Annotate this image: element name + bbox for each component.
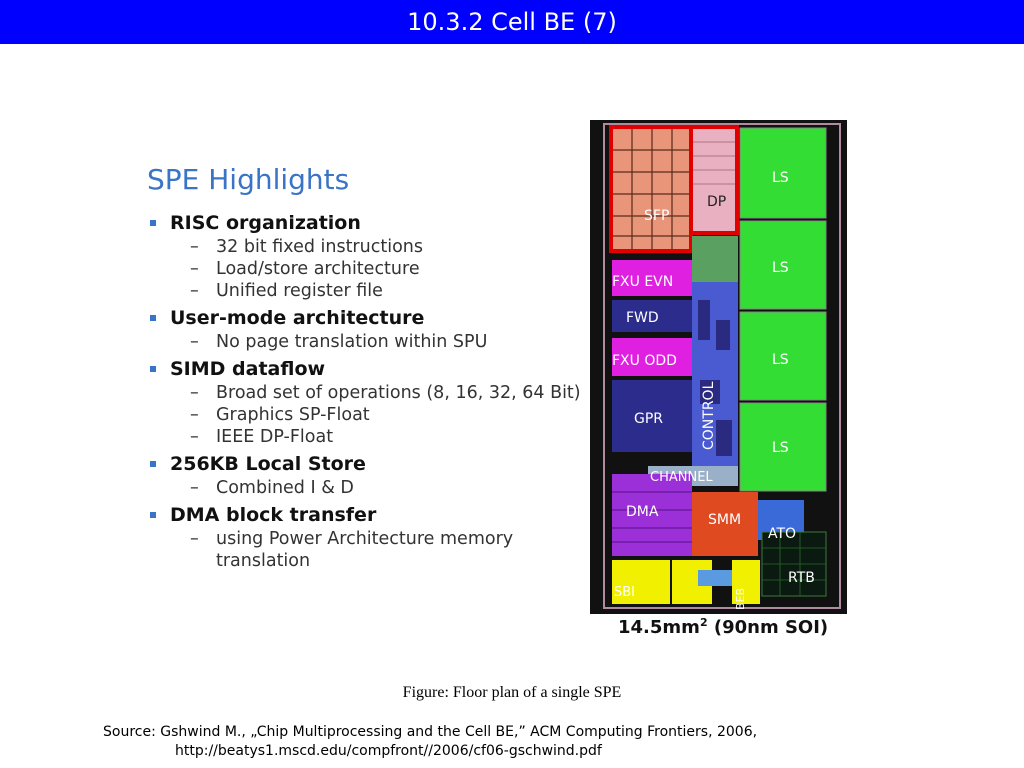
fxu-odd-label: FXU ODD <box>612 353 677 369</box>
ls-label-3: LS <box>772 352 789 368</box>
die-area-caption: $14.5mm^2$ (90nm SOI) <box>618 616 829 638</box>
bullet-square-icon <box>150 220 156 226</box>
fxu-evn-label: FXU EVN <box>612 274 674 290</box>
bullet-user-mode-architecture: User-mode architecture <box>148 305 588 331</box>
smm-label: SMM <box>708 512 742 528</box>
beb-block <box>698 570 732 586</box>
ls-label-2: LS <box>772 260 789 276</box>
sub-bullet: – using Power Architecture memory <box>190 529 514 549</box>
rtb-label: RTB <box>788 570 815 586</box>
gpr-label: GPR <box>634 411 664 427</box>
fwd-label: FWD <box>626 310 659 326</box>
spe-floorplan-figure <box>590 120 847 614</box>
sfp-label: SFP <box>644 208 670 224</box>
bullet-dma-block-transfer: DMA block transfer <box>148 502 588 528</box>
bullet-local-store: 256KB Local Store <box>148 451 588 477</box>
misc-logic-green <box>692 236 738 282</box>
ato-label: ATO <box>768 526 797 542</box>
sub-bullet: – IEEE DP-Float <box>190 427 334 447</box>
sbi-label: SBI <box>614 585 636 600</box>
sub-bullet: – Load/store architecture <box>190 259 420 279</box>
bullet-square-icon <box>150 315 156 321</box>
dma-label: DMA <box>626 504 659 520</box>
source-url: http://beatys1.mscd.edu/compfront//2006/cf06-gschwind.pdf <box>175 743 602 759</box>
source-line-1: Source: Gshwind M., „Chip Multiprocessing and the Cell BE,” ACM Computing Frontiers, 2006, <box>103 724 758 740</box>
figure-caption: Figure: Floor plan of a single SPE <box>402 684 622 701</box>
ls-label-4: LS <box>772 440 789 456</box>
spe-highlights-heading: SPE Highlights <box>147 163 350 196</box>
sub-bullet: – Broad set of operations (8, 16, 32, 64 Bit) <box>190 383 581 403</box>
bullet-square-icon <box>150 512 156 518</box>
sub-bullet: – No page translation within SPU <box>190 332 488 352</box>
bullet-square-icon <box>150 461 156 467</box>
dp-label: DP <box>707 194 727 210</box>
dp-block <box>692 128 736 232</box>
beb-label: BEB <box>734 587 747 610</box>
sub-bullet: – Graphics SP-Float <box>190 405 370 425</box>
highlights-list <box>148 210 588 572</box>
sub-bullet: translation <box>216 551 311 571</box>
slide-title: 10.3.2 Cell BE (7) <box>0 0 1024 44</box>
sub-bullet: – 32 bit fixed instructions <box>190 237 423 257</box>
spe-die-photo <box>590 120 847 614</box>
bullet-square-icon <box>150 366 156 372</box>
ls-label-1: LS <box>772 170 789 186</box>
sub-bullet: – Unified register file <box>190 281 383 301</box>
source-citation <box>103 723 903 761</box>
bullet-risc-organization: RISC organization <box>148 210 588 236</box>
control-label: CONTROL <box>701 381 717 450</box>
channel-label: CHANNEL <box>650 470 713 485</box>
bullet-simd-dataflow: SIMD dataflow <box>148 356 588 382</box>
sub-bullet: – Combined I & D <box>190 478 354 498</box>
